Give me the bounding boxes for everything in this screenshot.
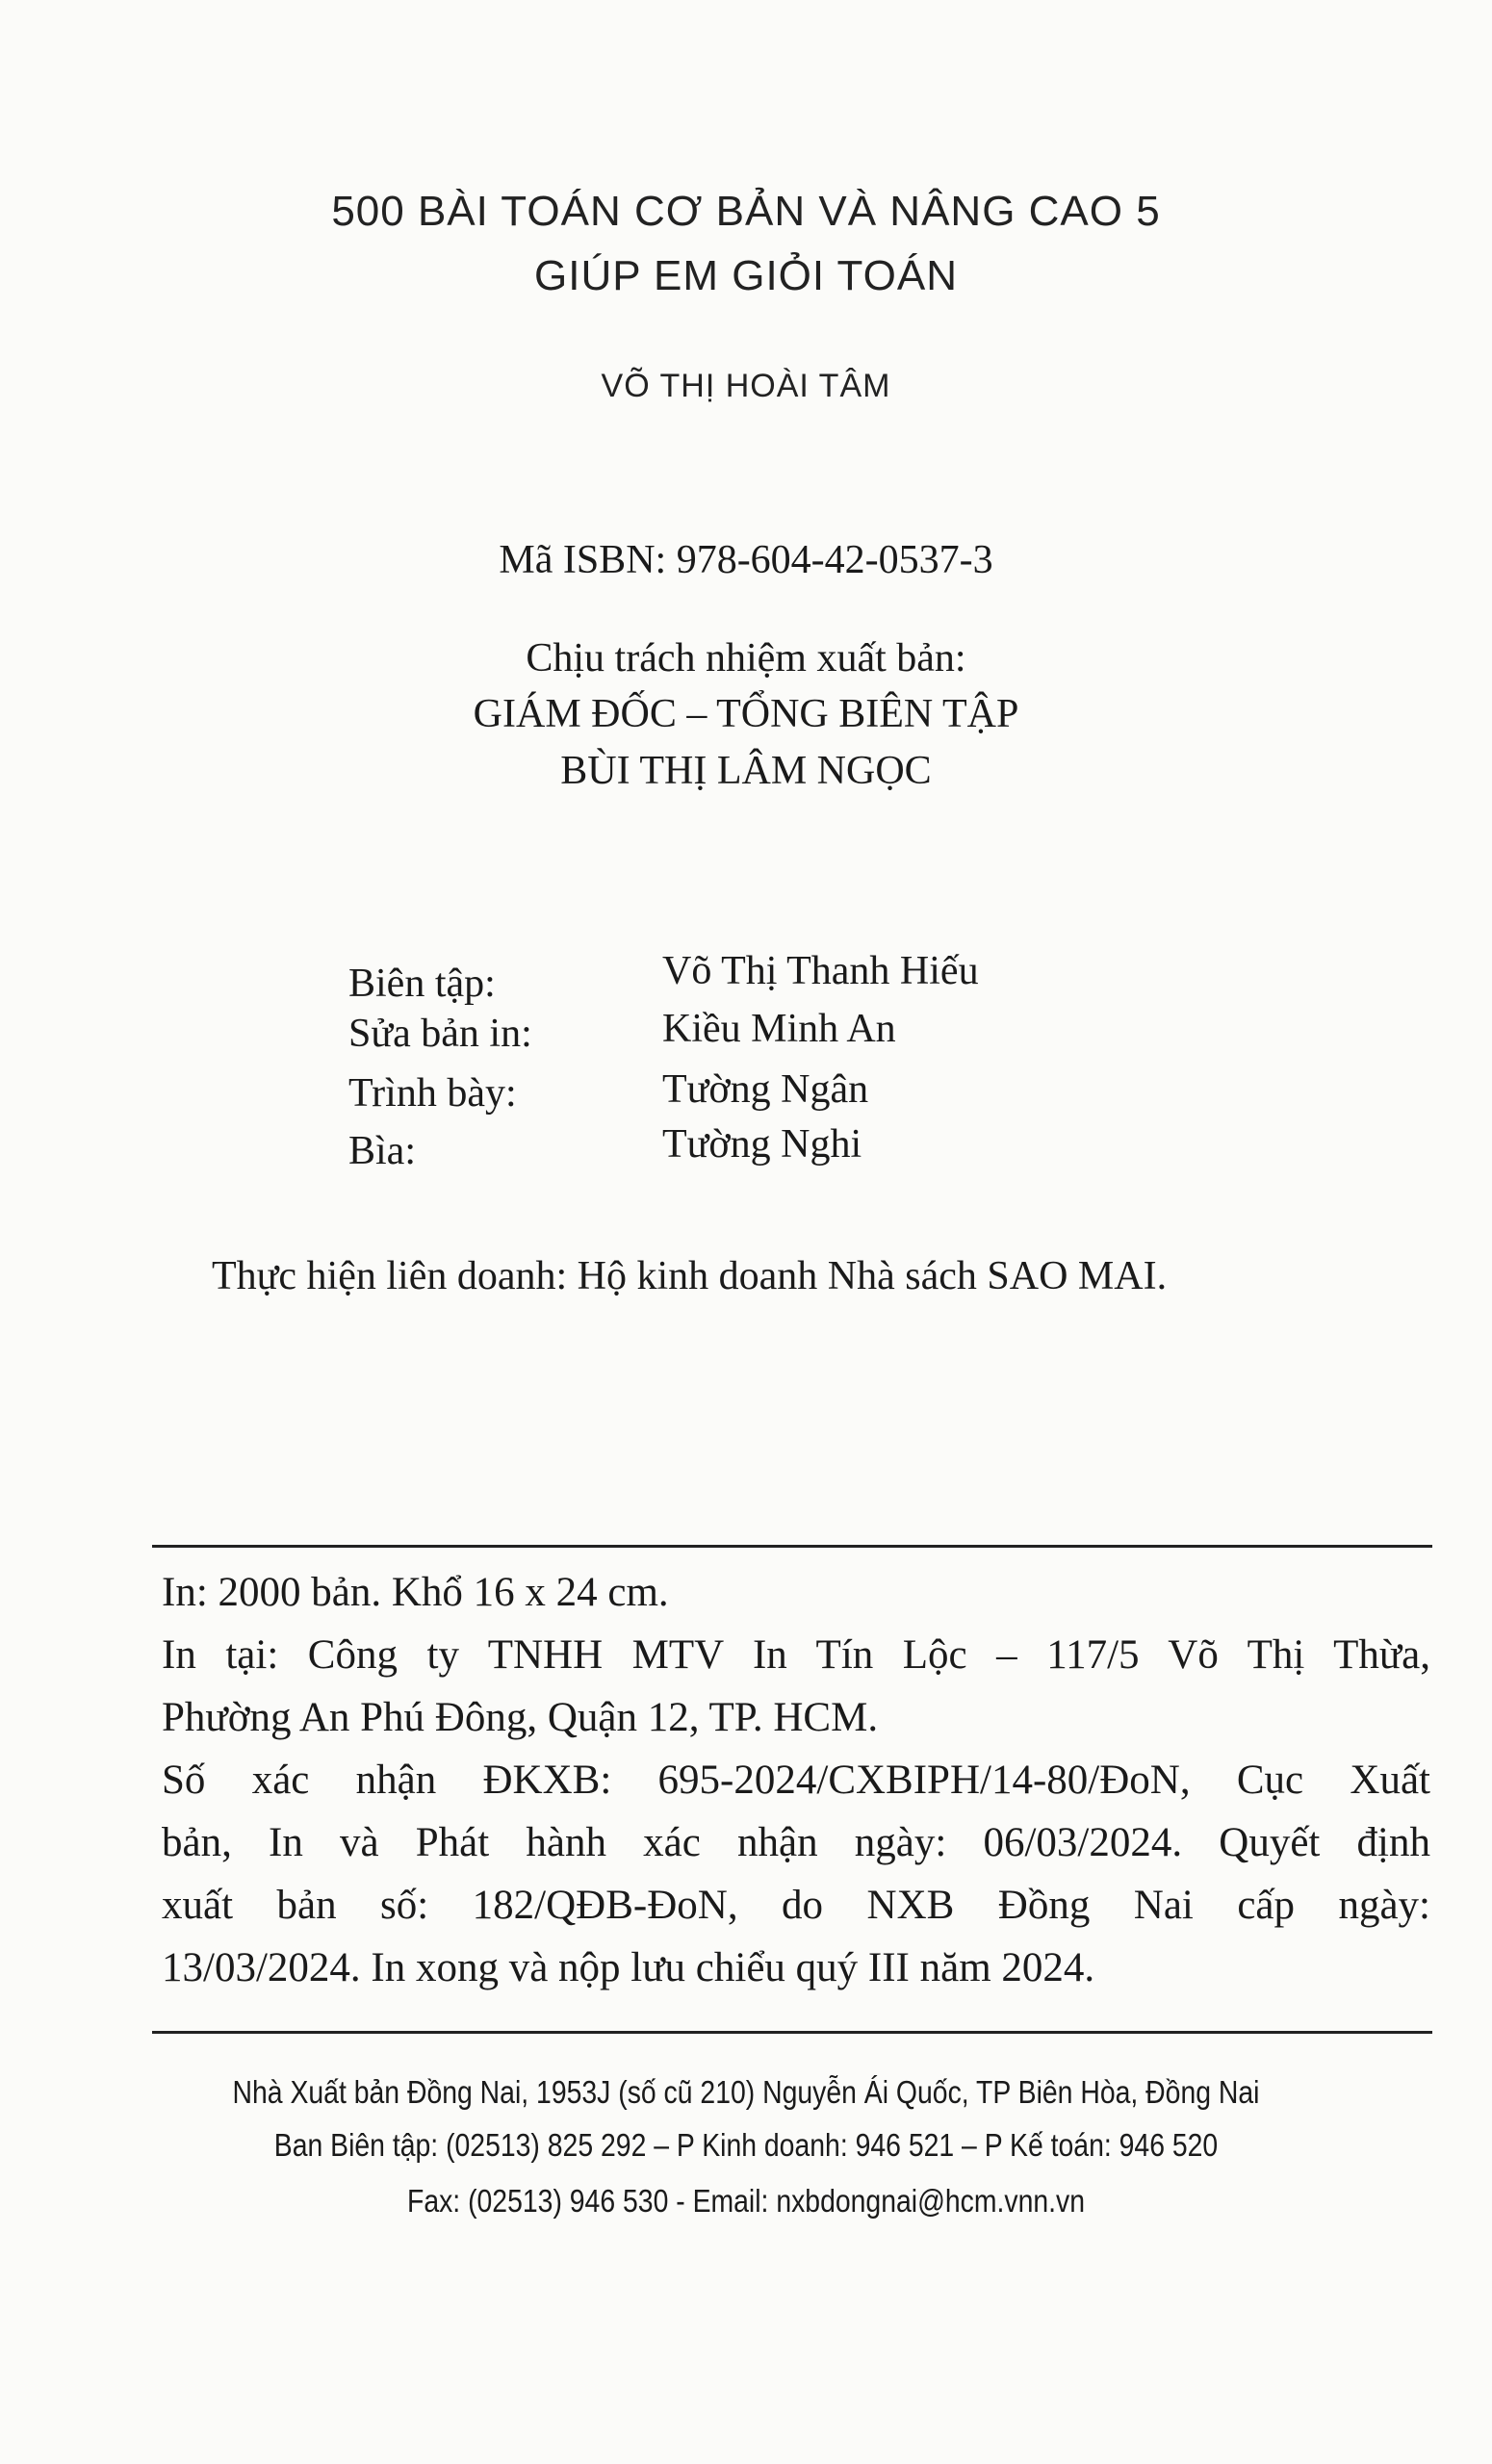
credit-label: Biên tập:	[348, 962, 496, 1006]
print-line: In: 2000 bản. Khổ 16 x 24 cm.	[162, 1570, 669, 1615]
credit-value: Tường Nghi	[662, 1122, 862, 1167]
print-line: bản, In và Phát hành xác nhận ngày: 06/03/2024. Quyết định	[162, 1820, 1430, 1865]
responsibility-name: BÙI THỊ LÂM NGỌC	[560, 749, 932, 793]
divider	[152, 1545, 1432, 1548]
book-subtitle: GIÚP EM GIỎI TOÁN	[534, 252, 958, 299]
credit-label: Sửa bản in:	[348, 1012, 532, 1056]
print-info	[162, 1561, 1430, 1999]
publisher-phones: Ban Biên tập: (02513) 825 292 – P Kinh doanh: 946 521 – P Kế toán: 946 520	[273, 2127, 1219, 2163]
credit-label: Trình bày:	[348, 1071, 517, 1116]
print-line: xuất bản số: 182/QĐB-ĐoN, do NXB Đồng Nai cấp ngày:	[162, 1883, 1430, 1928]
credit-value: Võ Thị Thanh Hiếu	[662, 949, 979, 993]
print-line: In tại: Công ty TNHH MTV In Tín Lộc – 117/5 Võ Thị Thừa,	[162, 1632, 1430, 1678]
print-line: Phường An Phú Đông, Quận 12, TP. HCM.	[162, 1695, 879, 1740]
print-line: 13/03/2024. In xong và nộp lưu chiểu quý III năm 2024.	[162, 1945, 1095, 1990]
author: VÕ THỊ HOÀI TÂM	[601, 368, 891, 404]
publisher-fax-email: Fax: (02513) 946 530 - Email: nxbdongnai@hcm.vnn.vn	[406, 2183, 1086, 2219]
credit-value: Tường Ngân	[662, 1067, 869, 1112]
joint-venture: Thực hiện liên doanh: Hộ kinh doanh Nhà sách SAO MAI.	[212, 1254, 1168, 1298]
publisher-address: Nhà Xuất bản Đồng Nai, 1953J (số cũ 210) Nguyễn Ái Quốc, TP Biên Hòa, Đồng Nai	[232, 2074, 1260, 2110]
isbn: Mã ISBN: 978-604-42-0537-3	[499, 538, 993, 582]
responsibility-role: GIÁM ĐỐC – TỔNG BIÊN TẬP	[473, 692, 1019, 736]
print-line: Số xác nhận ĐKXB: 695-2024/CXBIPH/14-80/ĐoN, Cục Xuất	[162, 1758, 1430, 1803]
credit-label: Bìa:	[348, 1129, 416, 1173]
credit-value: Kiều Minh An	[662, 1007, 896, 1051]
responsibility-label: Chịu trách nhiệm xuất bản:	[526, 636, 966, 680]
divider	[152, 2031, 1432, 2034]
book-title: 500 BÀI TOÁN CƠ BẢN VÀ NÂNG CAO 5	[331, 188, 1161, 235]
